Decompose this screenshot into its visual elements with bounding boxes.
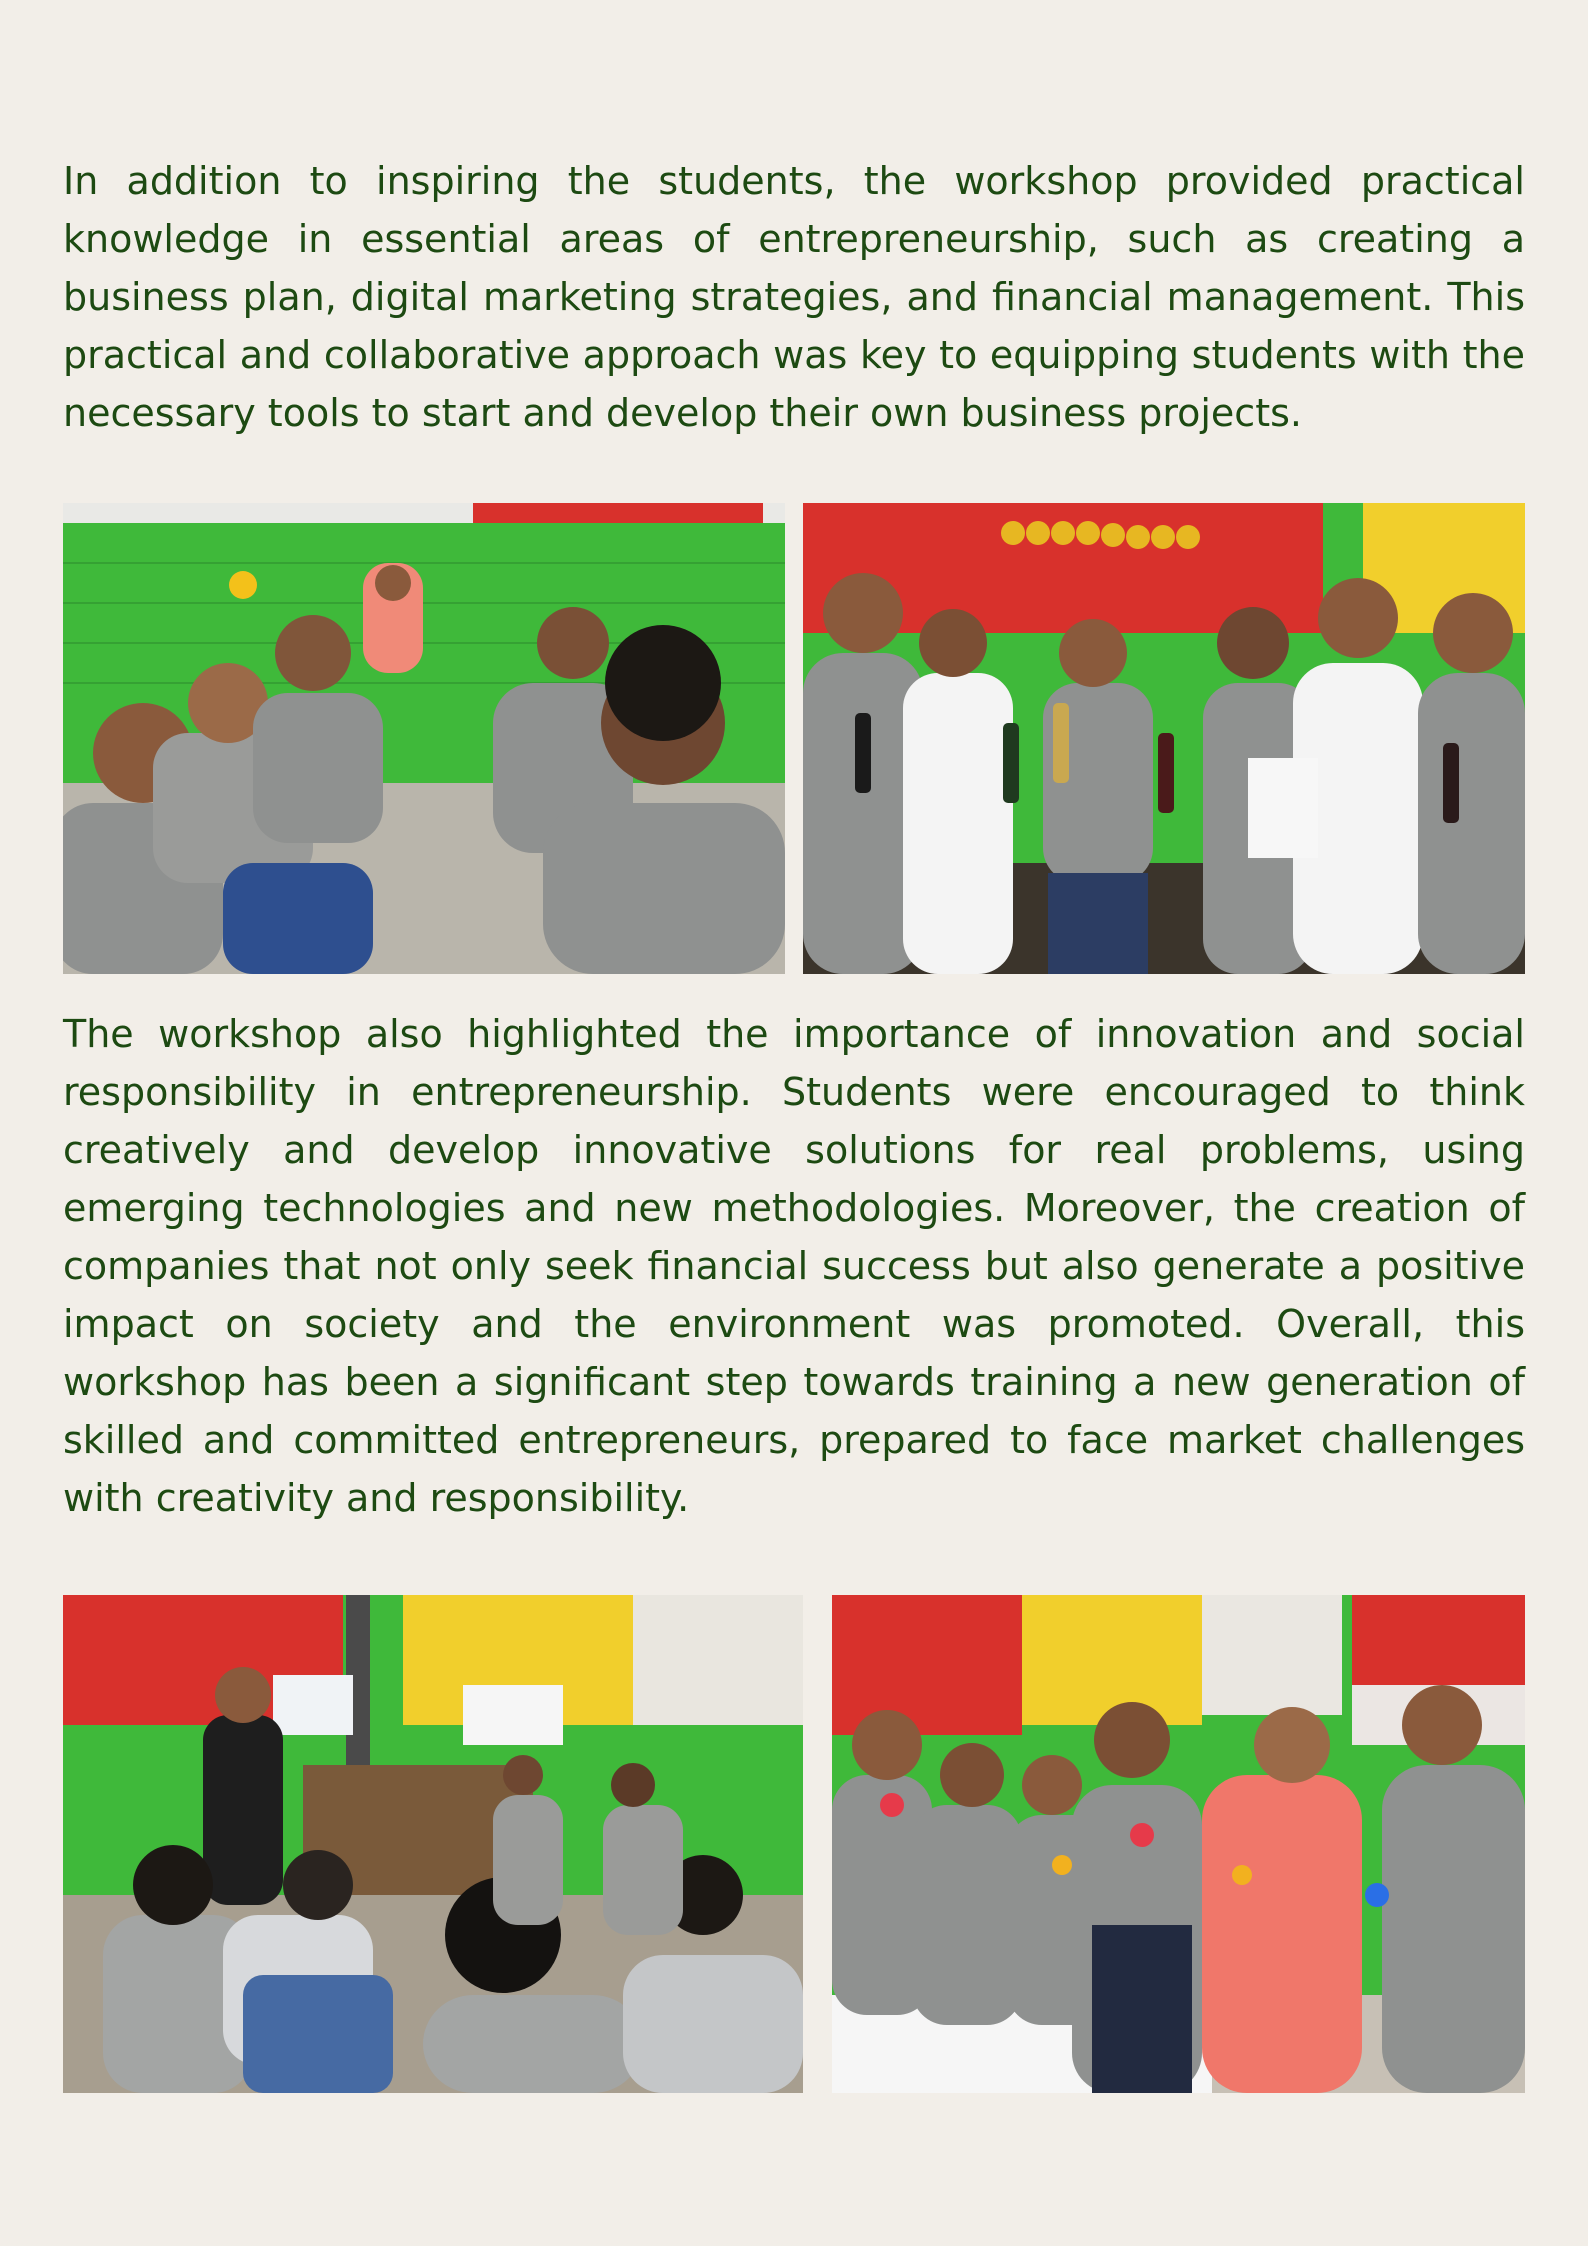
photo-instructor-speaking bbox=[63, 1595, 803, 2093]
paragraph-practical-knowledge: In addition to inspiring the students, the workshop provided practical knowledge in essential areas of entrepreneurship, such as creating a business plan, digital marketing strategies, and financial management. This practical and collaborative approach was key to equipping students with the necessary tools to start and develop their own business projects. bbox=[63, 159, 1525, 435]
photo-students-audience bbox=[63, 503, 785, 974]
photo-group-crafted-flowers bbox=[832, 1595, 1525, 2093]
paragraph-innovation-responsibility: The workshop also highlighted the importance of innovation and social responsibility in entrepreneurship. Students were encouraged to think creatively and develop innovative solutions for real problems, using emerging technologies and new methodologies. Moreover, the creation of companies that not only seek financial success but also generate a positive impact on society and the environment was promoted. Overall, this workshop has been a significant step towards training a new generation of skilled and committed entrepreneurs, prepared to face market challenges with creativity and responsibility. bbox=[63, 1012, 1525, 1520]
photo-students-wine-bottles bbox=[803, 503, 1525, 974]
